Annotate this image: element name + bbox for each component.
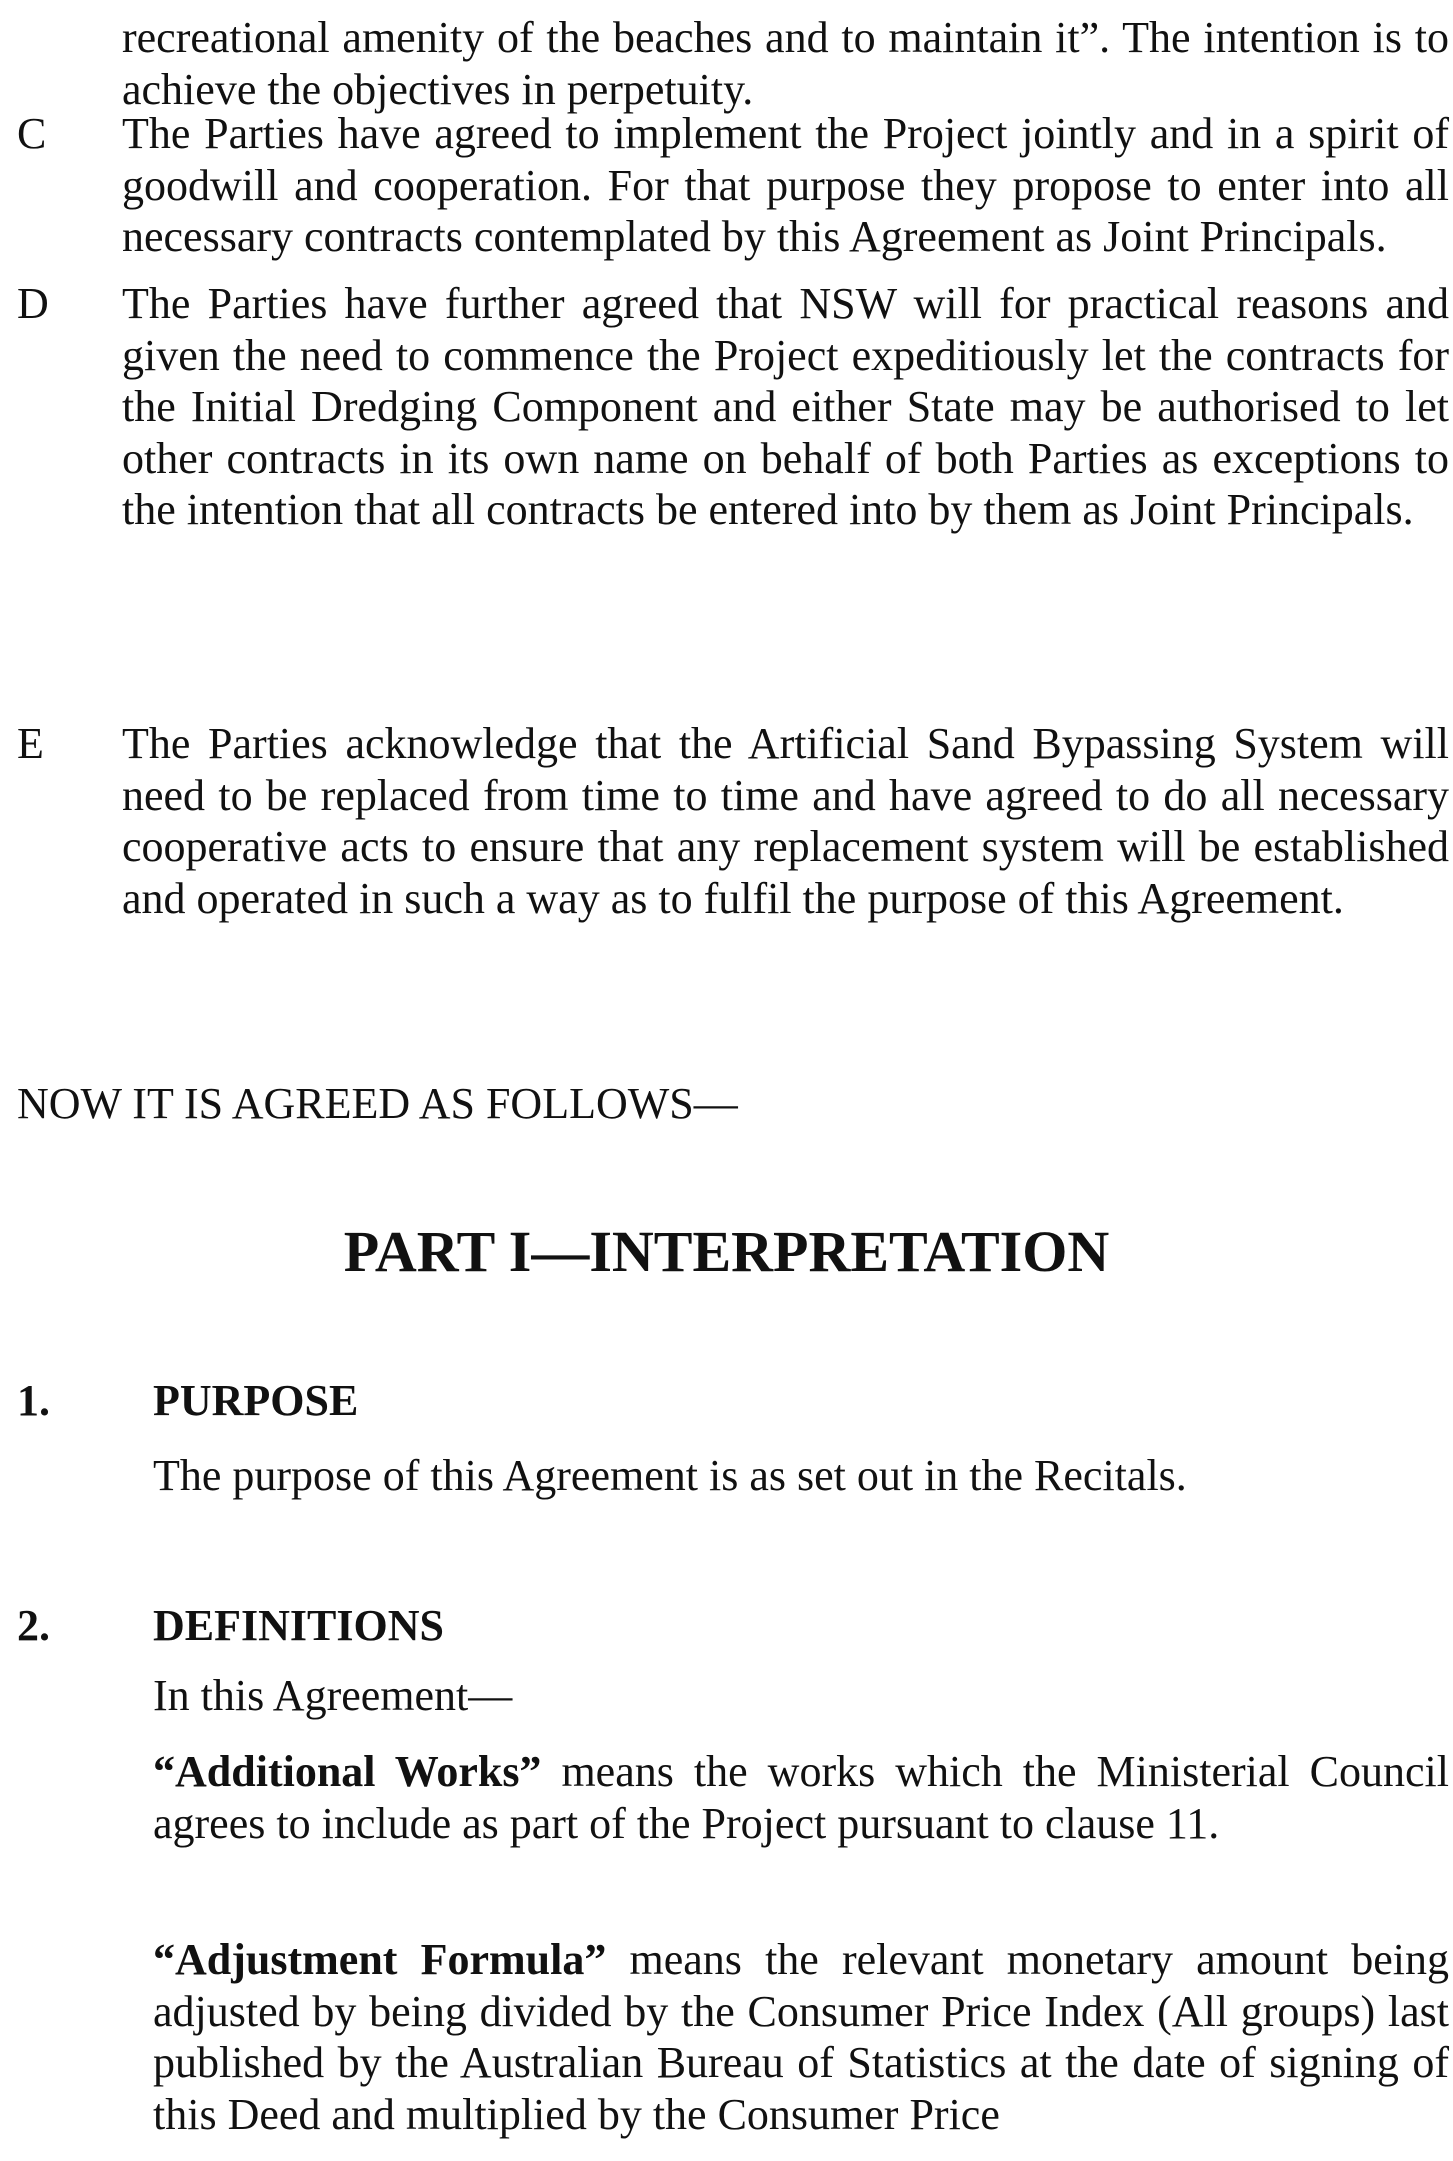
agreed-statement: NOW IT IS AGREED AS FOLLOWS— [17, 1079, 738, 1128]
recital-continuation: recreational amenity of the beaches and to maintain it”. The intention is to achieve the objectives in perpetuity. [122, 13, 1449, 114]
section-number: 1. [17, 1376, 50, 1425]
definition-additional-works [153, 1746, 1449, 1849]
recital-text: The Parties acknowledge that the Artificial Sand Bypassing System will need to be replaced from time to time and have agreed to do all necessary cooperative acts to ensure that any replacement system will be established and operated in such a way as to fulfil the purpose of this Agreement. [122, 719, 1449, 923]
recital-letter: D [17, 279, 49, 328]
recital-text: The Parties have further agreed that NSW will for practical reasons and given the need to commence the Project expeditiously let the contracts for the Initial Dredging Component and either State may be authorised to let other contracts in its own name on behalf of both Parties as exceptions to the intention that all contracts be entered into by them as Joint Principals. [122, 279, 1449, 534]
definition-term: “Adjustment Formula” [153, 1935, 607, 1984]
recital-letter: C [17, 109, 47, 158]
section-intro: In this Agreement— [153, 1671, 513, 1720]
recital-text: The Parties have agreed to implement the Project jointly and in a spirit of goodwill and cooperation. For that purpose they propose to enter into all necessary contracts contemplated by this Agreement as Joint Principals. [122, 109, 1449, 261]
section-number: 2. [17, 1601, 50, 1650]
section-title: DEFINITIONS [153, 1601, 444, 1650]
definition-text: means the works which the Ministerial Council agrees to include as part of the Project pursuant to clause 11. [153, 1747, 1449, 1848]
section-body: The purpose of this Agreement is as set out in the Recitals. [153, 1451, 1187, 1500]
definition-adjustment-formula [153, 1934, 1449, 2140]
recital-letter: E [17, 719, 44, 768]
definition-term: “Additional Works” [153, 1747, 542, 1796]
section-title: PURPOSE [153, 1376, 359, 1425]
definition-text: means the relevant monetary amount being adjusted by being divided by the Consumer Price Index (All groups) last published by the Australian Bureau of Statistics at the date of signing of this Deed and multiplied by the Consumer Price [153, 1935, 1449, 2139]
part-heading: PART I—INTERPRETATION [343, 1219, 1110, 1284]
